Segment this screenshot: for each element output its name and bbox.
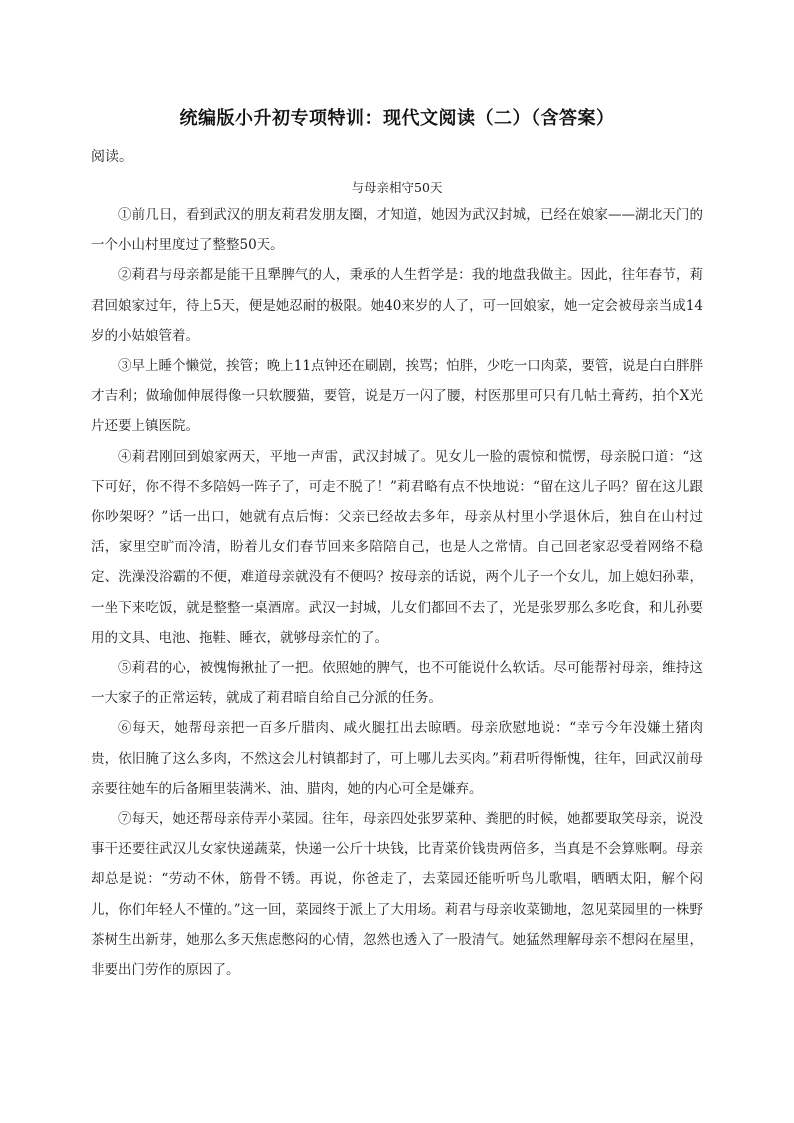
paragraph-2: ②莉君与母亲都是能干且犟脾气的人，秉承的人生哲学是：我的地盘我做主。因此，往年春节，莉君回娘家过年，待上5天，便是她忍耐的极限。她40来岁的人了，可一回娘家，她一定会被母亲当成14岁的小姑娘管着。 (91, 267, 703, 344)
document-title: 统编版小升初专项特训：现代文阅读（二）（含答案） (179, 108, 615, 129)
paragraph-5: ⑤莉君的心，被愧悔揪扯了一把。依照她的脾气，也不可能说什么软话。尽可能帮衬母亲，维持这一大家子的正常运转，就成了莉君暗自给自己分派的任务。 (91, 660, 703, 707)
paragraph-7: ⑦每天，她还帮母亲侍弄小菜园。往年，母亲四处张罗菜种、粪肥的时候，她都要取笑母亲，说没事干还要往武汉儿女家快递蔬菜，快递一公斤十块钱，比青菜价钱贵两倍多，当真是不会算账啊。母亲却总是说：“劳动不休，筋骨不锈。再说，你爸走了，去菜园还能听听鸟儿歌唱，晒晒太阳，解个闷儿，你们年轻人不懂的。”这一回，菜园终于派上了大用场。莉君与母亲收菜锄地，忽见菜园里的一株野茶树生出新芽，她那么多天焦虑憋闷的心情，忽然也透入了一股清气。她猛然理解母亲不想闷在屋里，非要出门劳作的原因了。 (91, 811, 703, 979)
paragraph-1: ①前几日，看到武汉的朋友莉君发朋友圈，才知道，她因为武汉封城，已经在娘家——湖北天门的一个小山村里度过了整整50天。 (91, 207, 703, 254)
paragraph-4: ④莉君刚回到娘家两天，平地一声雷，武汉封城了。见女儿一脸的震惊和慌愣，母亲脱口道：“这下可好，你不得不多陪妈一阵子了，可走不脱了！”莉君略有点不快地说：“留在这儿子吗？留在这儿跟你吵架呀？”话一出口，她就有点后悔：父亲已经故去多年，母亲从村里小学退休后，独自在山村过活，家里空旷而冷清，盼着儿女们春节回来多陪陪自己，也是人之常情。自己回老家忍受着网络不稳定、洗澡没浴霸的不便，难道母亲就没有不便吗？按母亲的话说，两个儿子一个女儿，加上媳妇孙辈，一坐下来吃饭，就是整整一桌酒席。武汉一封城，儿女们都回不去了，光是张罗那么多吃食，和儿孙要用的文具、电池、拖鞋、睡衣，就够母亲忙的了。 (91, 448, 703, 646)
passage-body (91, 200, 703, 985)
reading-instruction: 阅读。 (91, 149, 133, 165)
paragraph-6: ⑥每天，她帮母亲把一百多斤腊肉、咸火腿扛出去晾晒。母亲欣慰地说：“幸亏今年没嫌土猪肉贵，依旧腌了这么多肉，不然这会儿村镇都封了，可上哪儿去买肉。”莉君听得惭愧，往年，回武汉前母亲要往她车的后备厢里装满米、油、腊肉，她的内心可全是嫌弃。 (91, 720, 703, 797)
paragraph-3: ③早上睡个懒觉，挨管；晚上11点钟还在刷剧，挨骂；怕胖，少吃一口肉菜，要管，说是白白胖胖才吉利；做瑜伽伸展得像一只软腰猫，要管，说是万一闪了腰，村医那里可只有几帖土膏药，拍个X光片还要上镇医院。 (91, 358, 703, 435)
passage-title: 与母亲相守50天 (351, 180, 443, 195)
